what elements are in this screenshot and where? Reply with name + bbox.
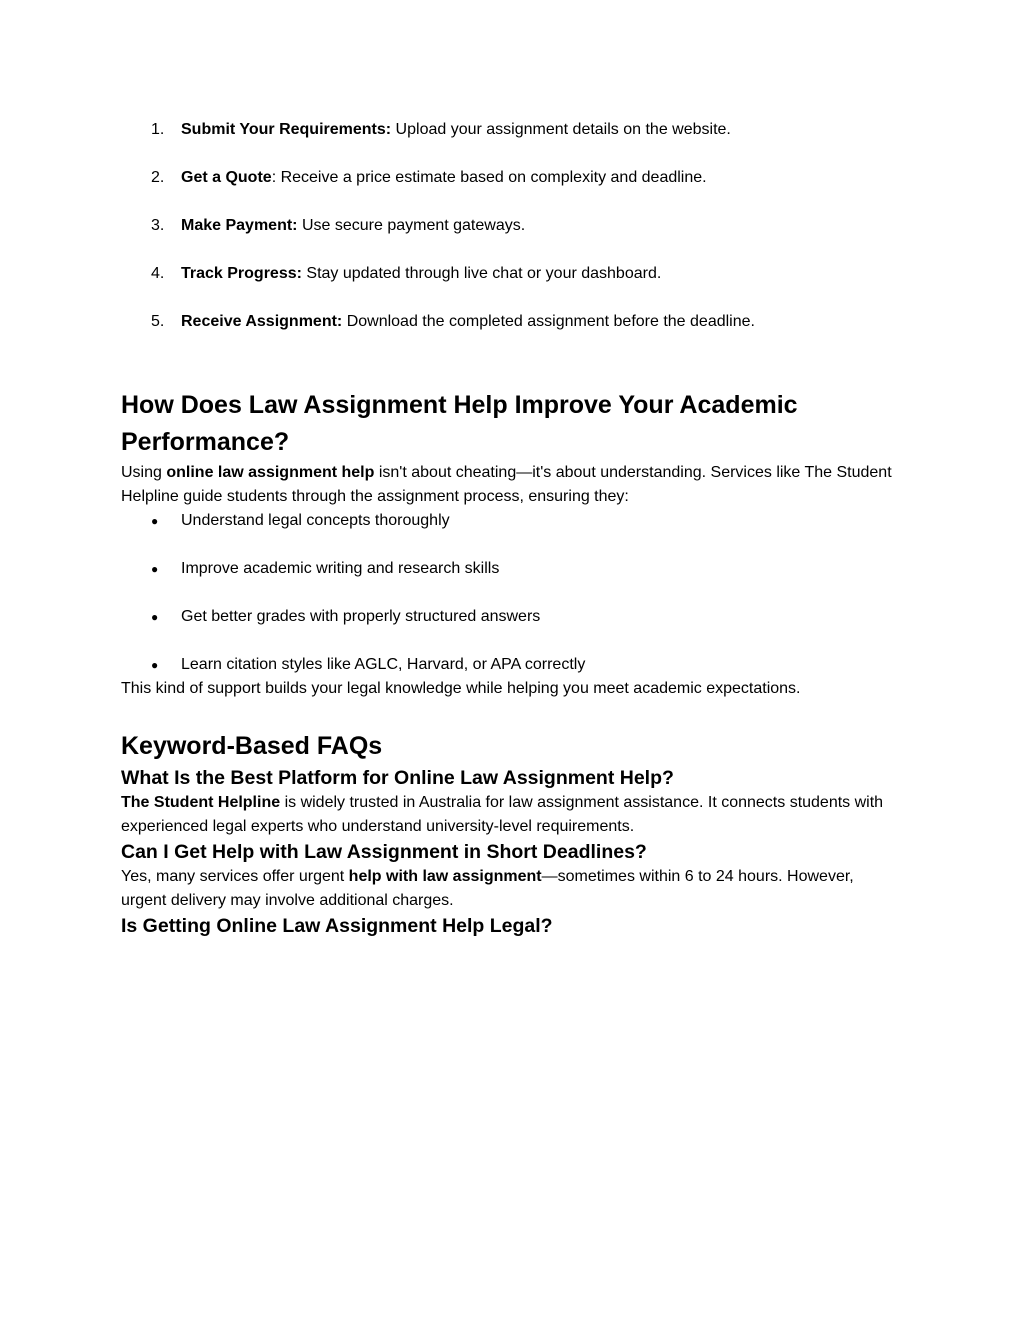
step-rest: Stay updated through live chat or your dashboard. — [301, 265, 662, 282]
step-rest: : Receive a price estimate based on complexity and deadline. — [271, 169, 707, 186]
step-lead: Submit Your Requirements: — [181, 121, 392, 138]
benefit-item-1 — [151, 509, 903, 533]
step-text — [181, 118, 903, 142]
benefit-text: Improve academic writing and research skills — [181, 560, 500, 577]
answer2-post: —sometimes within 6 to 24 hours. However, urgent delivery may involve additional charges. — [121, 868, 854, 909]
step-text — [181, 166, 903, 190]
benefit-text: Get better grades with properly structured answers — [181, 608, 541, 625]
benefits-list — [121, 509, 903, 677]
benefit-text: Learn citation styles like AGLC, Harvard, or APA correctly — [181, 656, 586, 673]
intro-post: isn't about cheating—it's about understanding. Services like The Student Helpline guide students through the assignment process, ensuring they: — [121, 464, 892, 505]
list-bullet-icon: ● — [151, 514, 159, 528]
step-number: 4. — [151, 265, 165, 282]
answer1-post: is widely trusted in Australia for law assignment assistance. It connects students with experienced legal experts who understand university-level requirements. — [121, 794, 884, 835]
performance-intro-paragraph — [121, 461, 903, 509]
step-text — [181, 262, 903, 286]
list-bullet-icon: ● — [151, 610, 159, 624]
step-number: 2. — [151, 169, 165, 186]
section-heading-performance: How Does Law Assignment Help Improve Your Academic Performance? — [121, 391, 798, 456]
process-step-2 — [151, 166, 903, 190]
step-lead: Get a Quote — [181, 169, 272, 186]
answer2-pre: Yes, many services offer urgent — [121, 868, 349, 885]
step-rest: Download the completed assignment before the deadline. — [342, 313, 755, 330]
benefit-text: Understand legal concepts thoroughly — [181, 512, 450, 529]
step-lead: Track Progress: — [181, 265, 302, 282]
benefit-item-3 — [151, 605, 903, 629]
performance-closing-paragraph: This kind of support builds your legal knowledge while helping you meet academic expectations. — [121, 680, 801, 697]
process-steps-list — [121, 118, 903, 334]
step-rest: Use secure payment gateways. — [297, 217, 526, 234]
list-bullet-icon: ● — [151, 562, 159, 576]
faq-answer-1 — [121, 791, 903, 839]
faq-question-3: Is Getting Online Law Assignment Help Legal? — [121, 915, 553, 937]
step-lead: Receive Assignment: — [181, 313, 343, 330]
step-text — [181, 214, 903, 238]
process-step-4 — [151, 262, 903, 286]
intro-pre: Using — [121, 464, 167, 481]
step-text — [181, 310, 903, 334]
step-number: 3. — [151, 217, 165, 234]
benefit-item-2 — [151, 557, 903, 581]
intro-keyword-bold: online law assignment help — [166, 464, 375, 481]
step-lead: Make Payment: — [181, 217, 298, 234]
list-bullet-icon: ● — [151, 658, 159, 672]
process-step-5 — [151, 310, 903, 334]
step-number: 1. — [151, 121, 165, 138]
faq-question-1: What Is the Best Platform for Online Law Assignment Help? — [121, 767, 674, 789]
faq-question-2: Can I Get Help with Law Assignment in Short Deadlines? — [121, 841, 647, 863]
section-heading-faqs: Keyword-Based FAQs — [121, 732, 383, 760]
process-step-1 — [151, 118, 903, 142]
answer2-bold: help with law assignment — [348, 868, 542, 885]
process-step-3 — [151, 214, 903, 238]
step-number: 5. — [151, 313, 165, 330]
benefit-item-4 — [151, 653, 903, 677]
faq-answer-2 — [121, 865, 903, 913]
answer1-bold: The Student Helpline — [121, 794, 281, 811]
step-rest: Upload your assignment details on the website. — [391, 121, 731, 138]
